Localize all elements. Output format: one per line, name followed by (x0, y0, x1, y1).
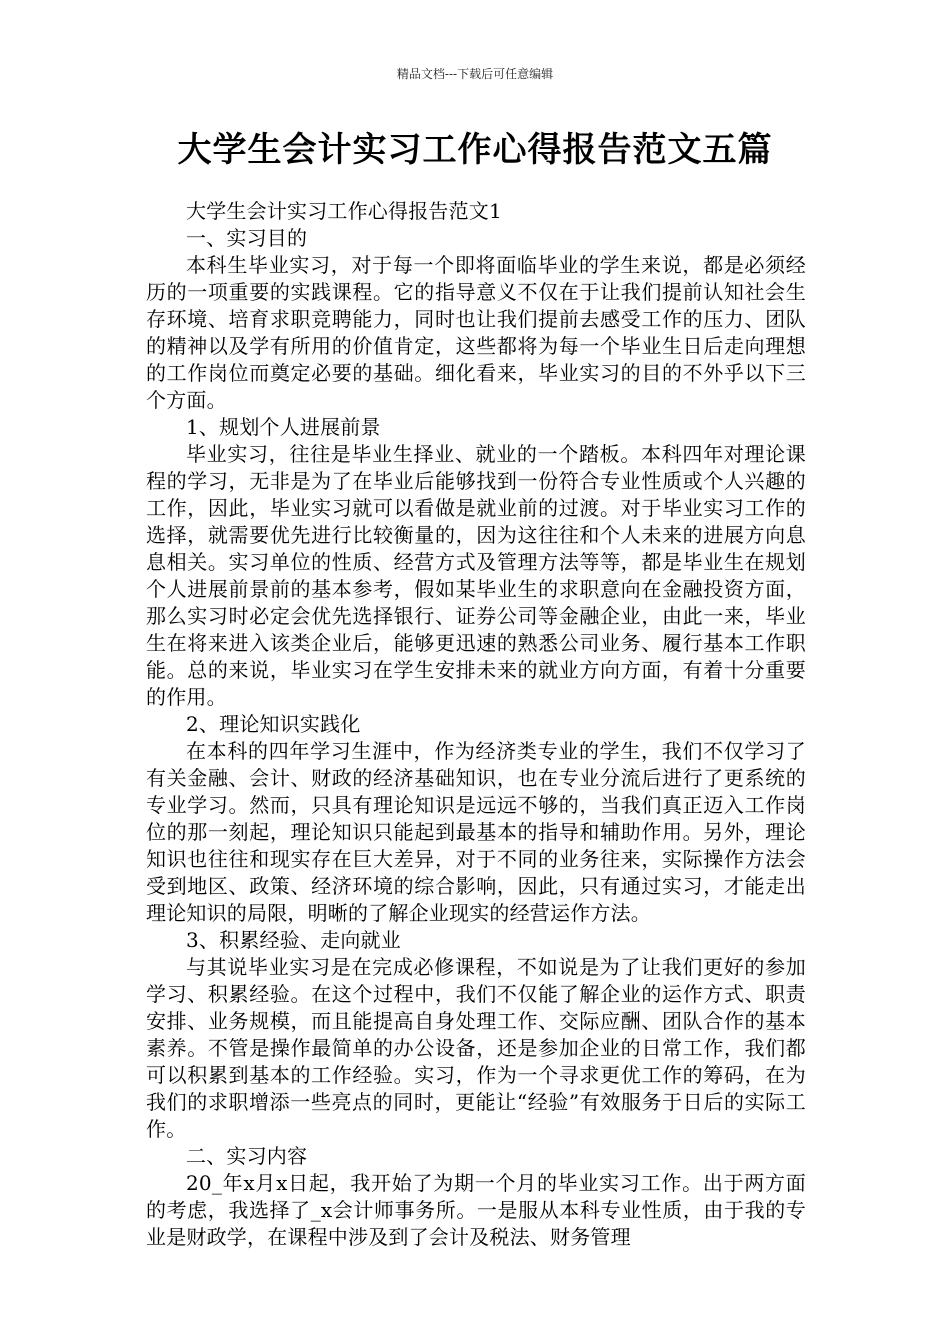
subheading-experience: 3、积累经验、走向就业 (186, 928, 401, 952)
subheading-theory-practice: 2、理论知识实践化 (186, 712, 361, 736)
paragraph-content-start: 20_年x月x日起，我开始了为期一个月的毕业实习工作。出于两方面的考虑，我选择了_x会计师事务所。一是服从本科专业性质，由于我的专业是财政学，在课程中涉及到了会计及税法、财务管理 (146, 1171, 806, 1249)
paragraph-theory-practice: 在本科的四年学习生涯中，作为经济类专业的学生，我们不仅学习了有关金融、会计、财政的经济基础知识，也在专业分流后进行了更系统的专业学习。然而，只具有理论知识是远远不够的，当我们真正迈入工作岗位的那一刻起，理论知识只能起到最基本的指导和辅助作用。另外，理论知识也往往和现实存在巨大差异，对于不同的业务往来，实际操作方法会受到地区、政策、经济环境的综合影响，因此，只有通过实习，才能走出理论知识的局限，明晰的了解企业现实的经营运作方法。 (146, 739, 806, 925)
paragraph-career-planning: 毕业实习，往往是毕业生择业、就业的一个踏板。本科四年对理论课程的学习，无非是为了在毕业后能够找到一份符合专业性质或个人兴趣的工作，因此，毕业实习就可以看做是就业前的过渡。对于毕业实习工作的选择，就需要优先进行比较衡量的，因为这往往和个人未来的进展方向息息相关。实习单位的性质、经营方式及管理方法等等，都是毕业生在规划个人进展前景前的基本参考，假如某毕业生的求职意向在金融投资方面，那么实习时必定会优先选择银行、证券公司等金融企业，由此一来，毕业生在将来进入该类企业后，能够更迅速的熟悉公司业务、履行基本工作职能。总的来说，毕业实习在学生安排未来的就业方向方面，有着十分重要的作用。 (146, 442, 806, 709)
header-note: 精品文档---下载后可任意编辑 (396, 67, 554, 81)
section-heading-content: 二、实习内容 (186, 1144, 308, 1168)
paragraph-purpose-intro: 本科生毕业实习，对于每一个即将面临毕业的学生来说，都是必须经历的一项重要的实践课程。它的指导意义不仅在于让我们提前认知社会生存环境、培育求职竞聘能力，同时也让我们提前去感受工作的压力、团队的精神以及学有所用的价值肯定，这些都将为每一个毕业生日后走向理想的工作岗位而奠定必要的基础。细化看来，毕业实习的目的不外乎以下三个方面。 (146, 253, 806, 412)
document-title: 大学生会计实习工作心得报告范文五篇 (177, 130, 773, 170)
document-body (146, 198, 806, 1251)
section-subtitle: 大学生会计实习工作心得报告范文1 (186, 199, 502, 223)
subheading-career-planning: 1、规划个人进展前景 (186, 415, 381, 439)
paragraph-experience: 与其说毕业实习是在完成必修课程，不如说是为了让我们更好的参加学习、积累经验。在这个过程中，我们不仅能了解企业的运作方式、职责安排、业务规模，而且能提高自身处理工作、交际应酬、团队合作的基本素养。不管是操作最简单的办公设备，还是参加企业的日常工作，我们都可以积累到基本的工作经验。实习，作为一个寻求更优工作的筹码，在为我们的求职增添一些亮点的同时，更能让“经验”有效服务于日后的实际工作。 (146, 955, 806, 1141)
section-heading-purpose: 一、实习目的 (186, 226, 308, 250)
